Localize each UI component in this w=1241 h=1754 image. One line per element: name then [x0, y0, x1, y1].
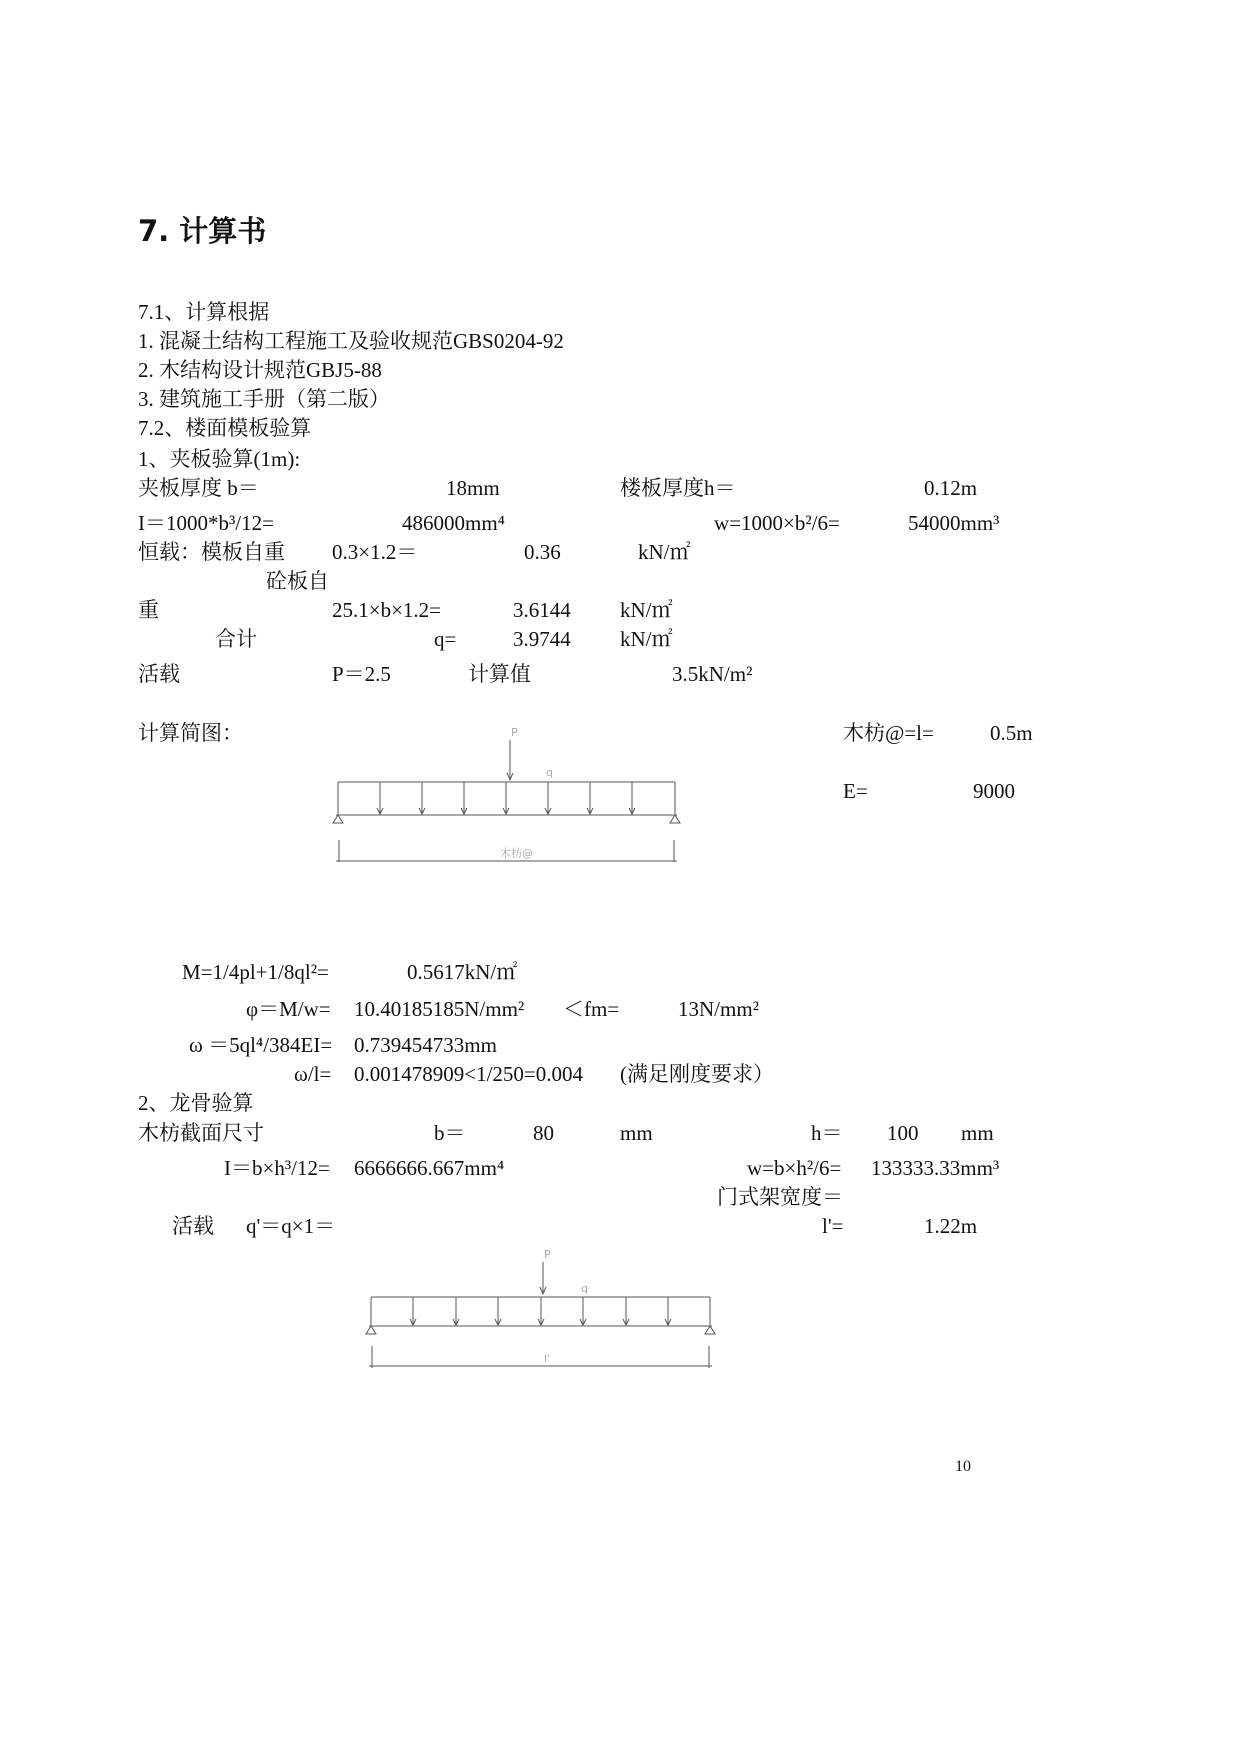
distributed-load-label: q [581, 1282, 588, 1295]
dead-load-unit: kN/㎡ [638, 540, 691, 564]
design-value: 3.5kN/m² [672, 662, 753, 686]
span-label: 木枋@ [500, 847, 533, 860]
reference-item-2: 2. 木结构设计规范GBJ5-88 [138, 358, 382, 382]
elastic-modulus-label: E= [843, 779, 868, 803]
concrete-load-formula: 25.1×b×1.2= [332, 598, 442, 622]
elastic-modulus-value: 9000 [973, 779, 1015, 803]
deflection-label: ω ＝5ql⁴/384EI= [189, 1033, 333, 1057]
total-load-unit: kN/㎡ [620, 627, 673, 651]
joist-h-label: h＝ [811, 1121, 843, 1145]
reference-item-1: 1. 混凝土结构工程施工及验收规范GBS0204-92 [138, 329, 564, 353]
plywood-modulus-value: 54000mm³ [908, 511, 1000, 535]
joist-h-value: 100 [887, 1121, 919, 1145]
joist-b-value: 80 [533, 1121, 554, 1145]
dead-load-formula: 0.3×1.2＝ [332, 540, 418, 564]
moment-label: M=1/4pl+1/8ql²= [182, 960, 329, 984]
concrete-load-unit: kN/㎡ [620, 598, 673, 622]
joist-modulus-value: 133333.33mm³ [871, 1156, 1000, 1180]
section-7-1-title: 7.1、计算根据 [138, 300, 270, 324]
distributed-load-arrows [338, 782, 675, 814]
deflection-ratio-value: 0.001478909<1/250=0.004 [354, 1062, 584, 1086]
design-value-label: 计算值 [468, 662, 531, 686]
deflection-value: 0.739454733mm [354, 1033, 497, 1057]
joist-section-label: 木枋截面尺寸 [138, 1121, 264, 1145]
live-load-label: 活载 [138, 662, 180, 686]
right-support [705, 1326, 715, 1334]
concrete-load-value: 3.6144 [513, 598, 571, 622]
deflection-ratio-label: ω/l= [294, 1062, 332, 1086]
diagram-label: 计算简图： [138, 721, 243, 745]
slab-thickness-label: 楼板厚度h＝ [620, 476, 736, 500]
total-load-label: 合计 [215, 627, 257, 651]
plywood-inertia-value: 486000mm⁴ [402, 511, 505, 535]
point-load-label: P [544, 1248, 551, 1261]
left-support [366, 1326, 376, 1334]
page-number: 10 [955, 1458, 971, 1475]
plywood-inertia-label: I＝1000*b³/12= [138, 511, 274, 535]
page-title: 7. 计算书 [138, 214, 267, 248]
joist-b-label: b＝ [434, 1121, 466, 1145]
dead-load-value: 0.36 [524, 540, 561, 564]
distributed-load-arrows [371, 1297, 710, 1325]
joist-inertia-value: 6666666.667mm⁴ [354, 1156, 505, 1180]
joist-span-value: 1.22m [924, 1214, 978, 1238]
plywood-thickness-label: 夹板厚度 b＝ [138, 476, 259, 500]
total-load-value: 3.9744 [513, 627, 571, 651]
total-load-q: q= [434, 627, 457, 651]
distributed-load-label: q [546, 766, 553, 779]
stiffness-note: (满足刚度要求） [620, 1062, 774, 1086]
joist-beam-diagram [361, 1246, 721, 1371]
plywood-thickness-value: 18mm [446, 476, 500, 500]
reference-item-3: 3. 建筑施工手册（第二版） [138, 387, 390, 411]
joist-inertia-label: I＝b×h³/12= [224, 1156, 330, 1180]
joist-spacing-label: 木枋@=l= [843, 721, 934, 745]
slab-thickness-value: 0.12m [924, 476, 978, 500]
section-7-2-title: 7.2、楼面模板验算 [138, 416, 312, 440]
span-label: l' [544, 1352, 551, 1365]
plywood-check-title: 1、夹板验算(1m): [138, 447, 301, 471]
joist-line-load-label: q'＝q×1＝ [246, 1214, 336, 1238]
joist-h-unit: mm [961, 1121, 994, 1145]
joist-check-title: 2、龙骨验算 [138, 1091, 254, 1115]
joist-span-label: l'= [822, 1214, 844, 1238]
allowable-stress-value: 13N/mm² [678, 997, 759, 1021]
joist-live-load-label: 活载 [172, 1214, 214, 1238]
plywood-beam-diagram [328, 724, 688, 869]
stress-label: φ＝M/w= [246, 997, 331, 1021]
concrete-load-label-1: 砼板自 [266, 569, 329, 593]
stress-value: 10.40185185N/mm² [354, 997, 525, 1021]
allowable-stress-label: ＜fm= [563, 997, 620, 1021]
left-support [333, 815, 343, 823]
plywood-modulus-label: w=1000×b²/6= [714, 511, 840, 535]
frame-width-label: 门式架宽度＝ [717, 1185, 843, 1209]
live-load-p: P＝2.5 [332, 662, 391, 686]
point-load-label: P [511, 726, 518, 739]
dead-load-label: 恒载：模板自重 [138, 540, 285, 564]
concrete-load-label-2: 重 [138, 598, 159, 622]
moment-value: 0.5617kN/㎡ [407, 960, 518, 984]
right-support [670, 815, 680, 823]
joist-spacing-value: 0.5m [990, 721, 1033, 745]
joist-b-unit: mm [620, 1121, 653, 1145]
joist-modulus-label: w=b×h²/6= [747, 1156, 842, 1180]
